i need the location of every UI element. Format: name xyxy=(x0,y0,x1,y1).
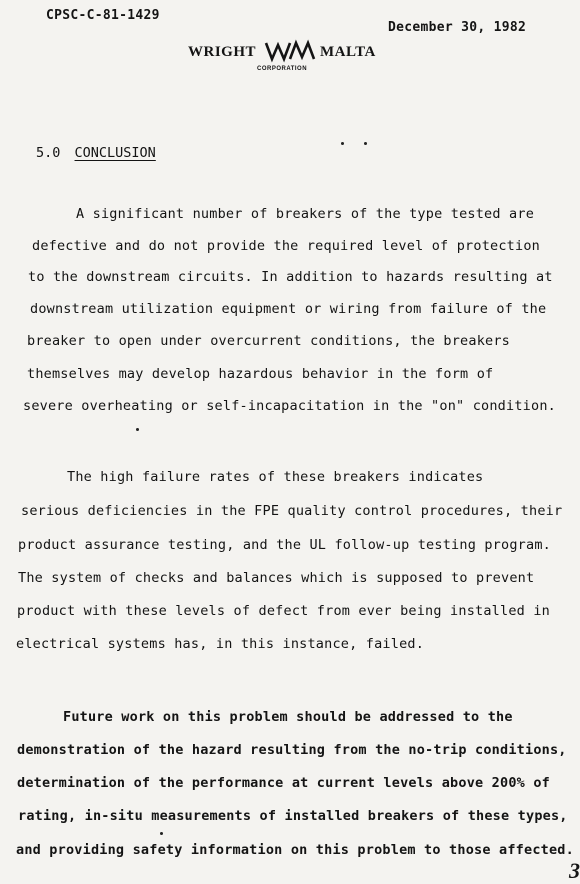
document-date: December 30, 1982 xyxy=(388,20,527,35)
section-heading xyxy=(36,145,156,161)
text-line: determination of the performance at current levels above 200% of xyxy=(17,775,550,791)
text-line: downstream utilization equipment or wiring from failure of the xyxy=(30,301,547,317)
text-line: Future work on this problem should be addressed to the xyxy=(63,709,513,725)
text-line: demonstration of the hazard resulting from the no-trip conditions, xyxy=(17,742,567,758)
text-line: electrical systems has, in this instance, failed. xyxy=(16,636,425,652)
document-id: CPSC-C-81-1429 xyxy=(46,8,160,23)
text-line: to the downstream circuits. In addition to hazards resulting at xyxy=(28,269,553,285)
section-title: CONCLUSION xyxy=(74,145,156,161)
text-line: The system of checks and balances which is supposed to prevent xyxy=(18,570,535,586)
text-line: serious deficiencies in the FPE quality control procedures, their xyxy=(21,503,563,519)
text-line: breaker to open under overcurrent conditions, the breakers xyxy=(27,333,511,349)
scan-speck xyxy=(136,428,139,431)
text-line: The high failure rates of these breakers indicates xyxy=(67,469,484,485)
text-line: A significant number of breakers of the type tested are xyxy=(76,206,535,222)
page-number-mark: 3 xyxy=(569,858,580,883)
text-line: defective and do not provide the required level of protection xyxy=(32,238,540,254)
scan-speck xyxy=(341,142,344,145)
scan-speck xyxy=(364,142,367,145)
text-line: themselves may develop hazardous behavior in the form of xyxy=(27,366,494,382)
company-name-right: MALTA xyxy=(320,44,376,60)
section-number: 5.0 xyxy=(36,145,61,161)
wm-logo-icon xyxy=(264,40,316,66)
text-line: rating, in-situ measurements of installed breakers of these types, xyxy=(18,808,568,824)
text-line: product with these levels of defect from ever being installed in xyxy=(17,603,550,619)
text-line: severe overheating or self-incapacitation in the "on" condition. xyxy=(23,398,556,414)
company-subtitle: CORPORATION xyxy=(257,66,308,72)
scan-speck xyxy=(160,832,163,835)
text-line: product assurance testing, and the UL follow-up testing program. xyxy=(18,537,551,553)
text-line: and providing safety information on this problem to those affected. xyxy=(16,842,574,858)
company-name-left: WRIGHT xyxy=(188,44,257,60)
